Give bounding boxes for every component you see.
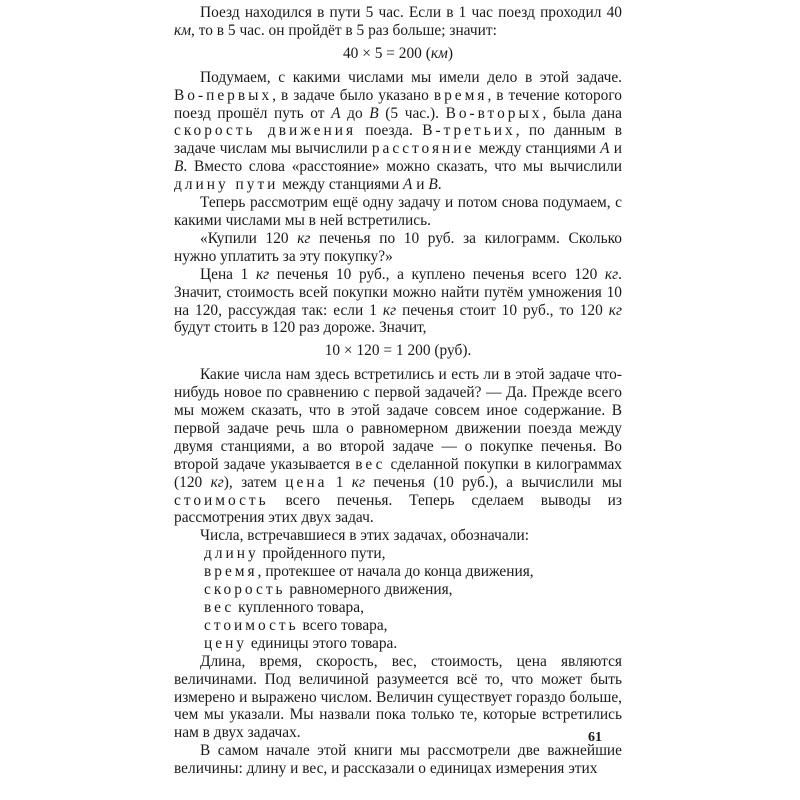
unit: км <box>174 21 192 39</box>
unit: кг <box>351 473 366 491</box>
paragraph <box>174 653 622 743</box>
list-item <box>174 563 622 581</box>
emphasis: длину <box>204 545 259 563</box>
paragraph <box>174 742 622 778</box>
emphasis: стоимость <box>204 616 299 634</box>
text-run: . Значит, стоимость всей покупки можно найти путём умножения 10 на 120, рассуждая так: если 1 <box>174 265 622 319</box>
emphasis: расстояние <box>371 140 475 158</box>
text-run: Подумаем, с какими числами мы имели дело в этой задаче. <box>200 68 622 86</box>
text-run: . Вместо слова «расстояние» можно сказать, что мы вычислили <box>183 158 622 176</box>
body-text <box>174 4 622 778</box>
text-run: печенья стоит 10 руб., то 120 <box>396 301 609 319</box>
emphasis: Во-вторых <box>445 104 543 122</box>
list-item <box>174 635 622 653</box>
text-run: 1 <box>327 473 352 491</box>
text-run: , была дана <box>542 104 622 122</box>
formula-expression: 10 × 120 = 1 200 (руб). <box>324 342 472 360</box>
text-run: до <box>340 104 370 122</box>
variable: A <box>331 104 341 122</box>
list-item <box>174 545 622 563</box>
text-run: и <box>412 176 429 194</box>
text-run: Цена 1 <box>200 265 256 283</box>
text-run: , то в 5 час. он пройдёт в 5 раз больше; значит: <box>191 21 497 39</box>
text-run: Какие числа нам здесь встретились и есть ли в этой задаче что-нибудь новое по сравнению с первой задачей? — Да. Прежде всего мы можем сказать, что в этой задаче совсем иное содержание. В первой задаче речь шла о равномерном движении поезда между двумя станциями, а во второй задаче — о покупке печенья. Во второй задаче указывается <box>174 366 622 473</box>
paragraph <box>174 194 622 230</box>
text-run: между станциями <box>474 140 601 158</box>
unit: км <box>430 44 448 62</box>
text-run: между станциями <box>278 176 404 194</box>
text-run: , по данным в задаче числам мы вычислили <box>174 122 622 158</box>
text-run: печенья 10 руб., а куплено печенья всего 120 <box>269 265 605 283</box>
emphasis: В-третьих <box>422 122 516 140</box>
text-run: печенья по 10 руб. за килограмм. Сколько нужно уплатить за эту покупку?» <box>174 229 622 265</box>
text-run: , протекшее от начала до конца движения, <box>257 563 534 581</box>
emphasis: Во-первых <box>174 86 273 104</box>
emphasis: цена <box>285 473 328 491</box>
text-run: равномерного движения, <box>285 581 453 599</box>
text-run: ), затем <box>223 473 286 491</box>
page-number: 61 <box>588 730 602 745</box>
text-run: поезда. <box>356 122 423 140</box>
formula-close: ) <box>447 44 454 62</box>
text-run: Числа, встречавшиеся в этих задачах, обозначали: <box>200 527 530 545</box>
unit: кг <box>382 301 397 319</box>
text-run: Поезд находился в пути 5 час. Если в 1 час поезд проходил 40 <box>200 4 622 21</box>
text-run: пройденного пути, <box>258 545 386 563</box>
variable: A <box>403 176 413 194</box>
text-run: В самом начале этой книги мы рассмотрели две важнейшие величины: длину и вес, и рассказали о единицах измерения этих <box>174 742 622 778</box>
list-item <box>174 599 622 617</box>
emphasis: стоимость <box>174 491 269 509</box>
text-run: всего печенья. Теперь сделаем выводы из рассмотрения этих двух задач. <box>174 491 622 527</box>
paragraph <box>174 527 622 545</box>
list-item <box>174 581 622 599</box>
text-run: и <box>609 140 622 158</box>
text-run: купленного товара, <box>234 599 364 616</box>
paragraph <box>174 366 622 527</box>
text-run: Теперь рассмотрим ещё одну задачу и потом снова подумаем, с какими числами мы в ней встретились. <box>174 194 622 229</box>
text-run: сделанной покупки в килограммах (120 <box>174 455 623 491</box>
unit: кг <box>210 473 224 491</box>
paragraph <box>174 69 622 194</box>
emphasis: время <box>433 86 488 104</box>
emphasis: скорость движения <box>174 122 357 140</box>
emphasis: время <box>204 563 258 581</box>
formula-expression: 40 × 5 = 200 ( <box>342 44 431 62</box>
emphasis: вес <box>355 455 386 473</box>
emphasis: цену <box>204 634 247 652</box>
text-run: . <box>437 176 442 194</box>
text-run: печенья (10 руб.), а вычислили мы <box>365 473 622 491</box>
text-run: Длина, время, скорость, вес, стоимость, цена являются величинами. Под величиной разумеется всё то, что может быть измерено и выражено числом. Величин существует гораздо больше, чем мы указали. Мы назвали пока только те, которые встретились нам в двух задачах. <box>174 652 622 742</box>
text-run: «Купили 120 <box>200 229 298 247</box>
variable: B <box>174 158 184 176</box>
variable: B <box>369 104 379 122</box>
unit: кг <box>608 301 622 319</box>
emphasis: длину пути <box>174 176 279 194</box>
text-run: , в течение которого поезд прошёл путь от <box>174 86 622 122</box>
variable: B <box>428 176 438 194</box>
emphasis: скорость <box>204 581 286 599</box>
paragraph <box>174 230 622 266</box>
unit: кг <box>297 229 311 247</box>
unit: кг <box>604 265 619 283</box>
unit: кг <box>255 265 270 283</box>
text-run: всего товара, <box>298 616 388 634</box>
text-run: (5 час.). <box>378 104 446 122</box>
paragraph <box>174 266 622 338</box>
formula <box>174 342 622 360</box>
formula <box>174 45 622 63</box>
text-run: , в задаче было указано <box>272 86 434 104</box>
list-item <box>174 617 622 635</box>
text-run: будут стоить в 120 раз дороже. Значит, <box>174 319 427 337</box>
variable: A <box>600 140 610 158</box>
emphasis: вес <box>204 599 235 616</box>
paragraph <box>174 4 622 40</box>
text-run: единицы этого товара. <box>247 634 398 652</box>
